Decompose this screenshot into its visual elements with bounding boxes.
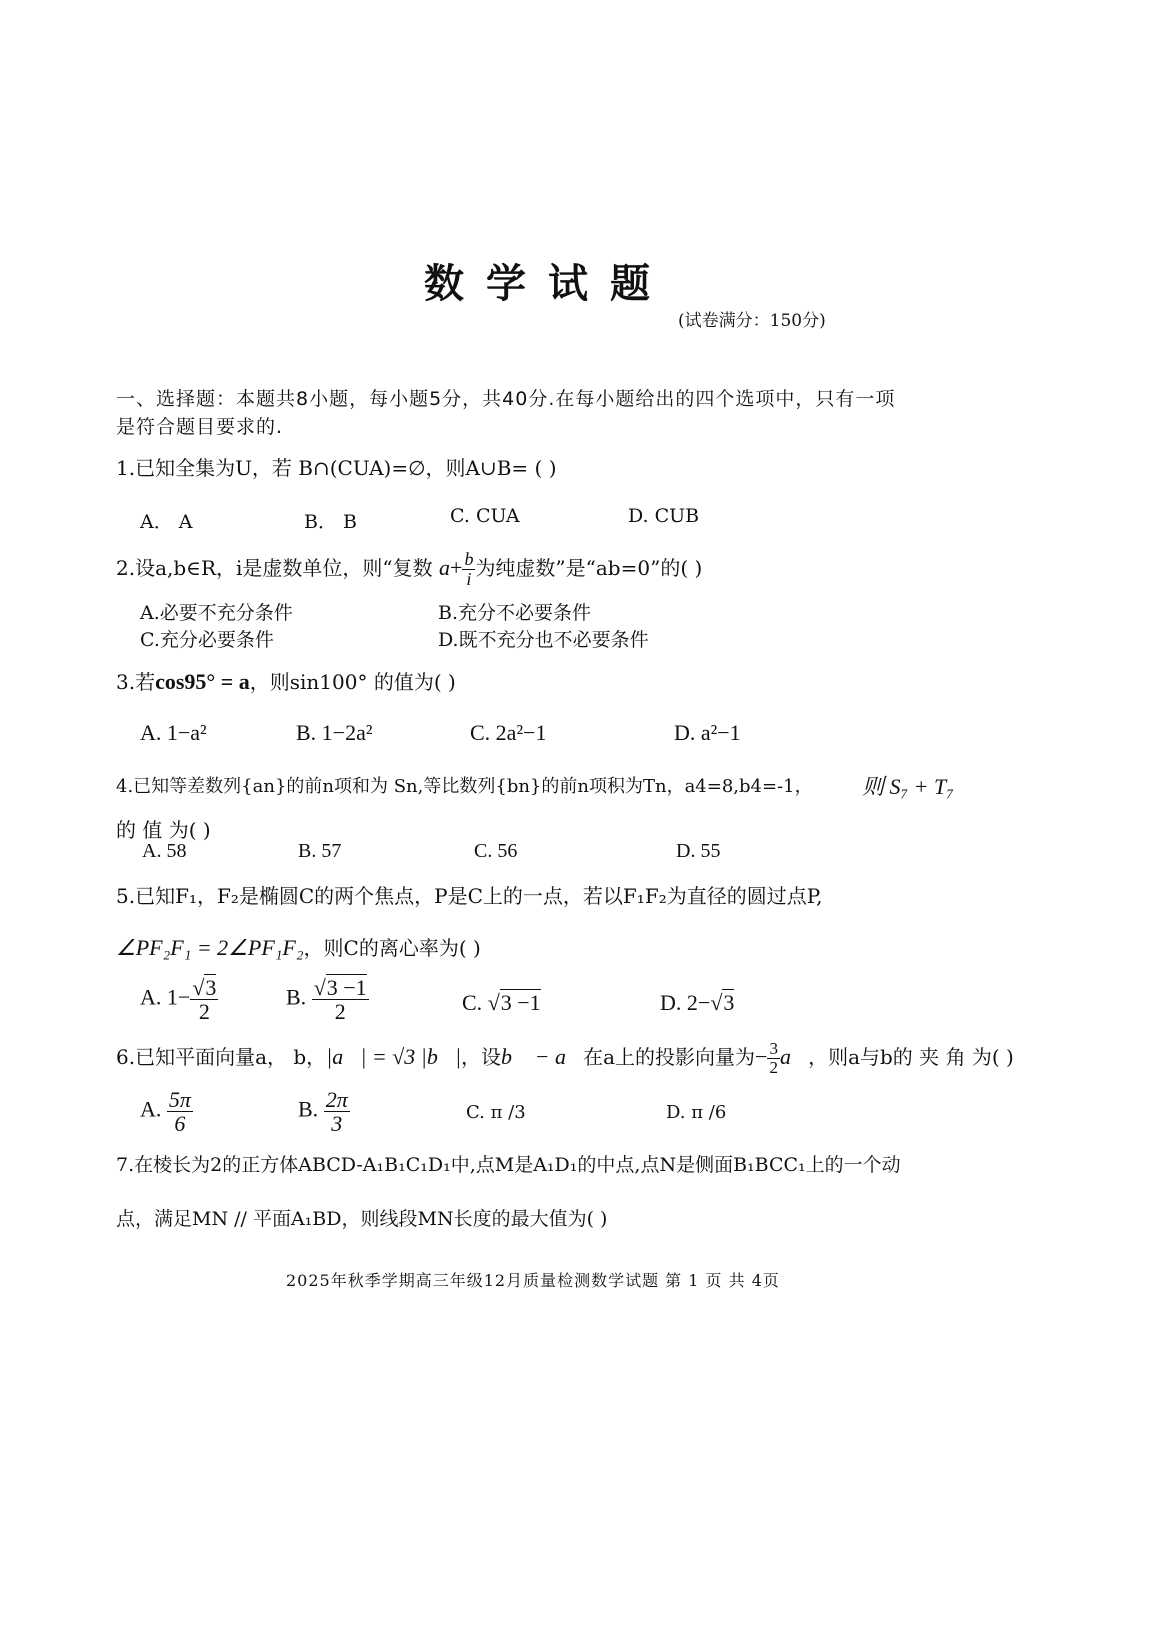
question-6-stem-prefix: 6.已知平面向量a， b， (116, 1044, 327, 1069)
question-5-angle-math: ∠PF₂F₁ = 2∠PF₁F₂ (116, 935, 304, 960)
question-2-option-b: B.充分不必要条件 (438, 602, 592, 624)
question-1-option-b: B． B (304, 511, 357, 533)
question-5-option-a-num: 3 (205, 975, 217, 1000)
question-6-proj-vector: a⃗ (779, 1043, 809, 1069)
question-2-fraction (462, 550, 475, 589)
question-5-option-b-fraction: $\frac{√3 -1}{2}$ (313, 975, 367, 1025)
question-7-stem-line2: 点，满足MN // 平面A₁BD，则线段MN长度的最大值为( ) (116, 1208, 608, 1230)
question-3-stem-prefix: 3.若 (116, 670, 156, 694)
question-2-stem (116, 550, 702, 589)
page-footer: 2025年秋季学期高三年级12月质量检测数学试题 第 1 页 共 4页 (286, 1271, 780, 1290)
question-3-option-b: B. 1−2a² (296, 720, 373, 745)
question-3-option-c: C. 2a²−1 (470, 720, 547, 745)
question-5-option-d-value: 3 (723, 990, 735, 1015)
question-5-option-b-label: B. (286, 984, 307, 1010)
question-6-option-a-num: 5π (168, 1087, 191, 1112)
question-4-option-a: A. 58 (142, 840, 187, 862)
question-5-option-b (286, 976, 369, 1023)
question-5-stem-line2 (116, 932, 481, 961)
question-5-option-b-den: 2 (334, 999, 346, 1025)
question-1-option-c: C. CUA (450, 505, 520, 527)
question-6-option-a-label: A. (140, 1096, 162, 1122)
question-2-stem-prefix: 2.设a,b∈R，i是虚数单位，则“复数 (116, 555, 433, 580)
question-5-option-a-prefix: 1− (166, 984, 191, 1010)
question-6-stem-mid: ，设 (461, 1044, 502, 1069)
question-6-condition: |a⃗| = √3 |b⃗| (326, 1043, 462, 1069)
question-6-option-b (298, 1088, 350, 1135)
question-1-option-a: A． A (140, 511, 193, 533)
question-1-stem: 1.已知全集为U，若 B∩(CUA)=∅，则A∪B= ( ) (116, 456, 557, 480)
question-6-option-a-den: 6 (174, 1111, 186, 1137)
question-5-option-c-value: 3 −1 (500, 990, 541, 1015)
question-5-option-a-fraction: $\frac{√3}{2}$ (192, 975, 217, 1025)
question-3-option-d: D. a²−1 (674, 720, 741, 745)
full-score-note: (试卷满分：150分) (678, 311, 826, 331)
question-4-stem-line1: 4.已知等差数列{an}的前n项和为 Sn,等比数列{bn}的前n项积为Tn，a4=8,b4=-1， (116, 776, 813, 797)
question-4-stem-line2: 的 值 为( ) (116, 818, 211, 842)
question-5-stem-suffix: ，则C的离心率为( ) (303, 936, 481, 960)
question-2-frac-num: b (464, 549, 474, 569)
question-5-option-c-label: C. (462, 990, 483, 1015)
question-6-option-a-fraction (167, 1088, 193, 1135)
question-2-stem-suffix: 为纯虚数”是“ab=0”的( ) (475, 555, 703, 580)
question-6-option-a (140, 1088, 193, 1135)
question-6-stem (116, 1040, 1014, 1077)
question-5-option-d: D. 2−√3 (660, 990, 735, 1015)
question-2-option-c: C.充分必要条件 (140, 629, 274, 651)
question-5-option-a (140, 976, 218, 1023)
question-6-vector: b⃗ − a⃗ (501, 1043, 584, 1069)
question-6-proj-fraction (767, 1040, 780, 1077)
question-2-math-plus: + (450, 554, 463, 580)
question-4-option-d: D. 55 (676, 840, 721, 862)
question-6-option-b-fraction (324, 1088, 350, 1135)
question-7-stem-line1: 7.在棱长为2的正方体ABCD-A₁B₁C₁D₁中,点M是A₁D₁的中点,点N是侧面B₁BCC₁上的一个动 (116, 1154, 901, 1176)
question-4-option-b: B. 57 (298, 840, 342, 862)
question-2-option-a: A.必要不充分条件 (140, 602, 293, 624)
question-6-option-c: C. π /3 (466, 1102, 526, 1123)
question-6-option-b-label: B. (298, 1096, 319, 1122)
question-5-option-c: C. √3 −1 (462, 990, 541, 1015)
question-6-proj-num: 3 (769, 1039, 778, 1058)
question-3-stem-suffix: ，则sin100° 的值为( ) (249, 670, 456, 694)
question-5-option-d-prefix: 2− (686, 990, 711, 1015)
question-6-option-b-den: 3 (331, 1111, 343, 1137)
question-6-option-d: D. π /6 (666, 1102, 727, 1123)
question-6-proj-den: 2 (769, 1057, 778, 1077)
question-5-option-a-den: 2 (198, 999, 210, 1025)
question-5-option-a-label: A. (140, 984, 162, 1010)
question-5-option-b-num: 3 −1 (326, 975, 367, 1000)
question-5-option-d-label: D. (660, 990, 682, 1015)
question-3-option-a: A. 1−a² (140, 720, 207, 745)
section-heading-line2: 是符合题目要求的. (116, 416, 284, 438)
question-6-proj-sign: − (755, 1043, 768, 1069)
question-4-option-c: C. 56 (474, 840, 518, 862)
question-6-stem-suffix: ，则a与b的 夹 角 为( ) (808, 1044, 1014, 1069)
question-6-option-b-num: 2π (325, 1087, 348, 1112)
page-title: 数学试题 (424, 261, 672, 307)
question-2-frac-den: i (466, 568, 472, 589)
question-6-stem-mid2: 在a上的投影向量为 (583, 1044, 756, 1069)
question-2-option-d: D.既不充分也不必要条件 (438, 629, 649, 651)
question-4-stem-right: 则 S₇ + T₇ (862, 774, 954, 799)
section-heading-line1: 一、选择题：本题共8小题，每小题5分，共40分.在每小题给出的四个选项中，只有一项 (116, 388, 896, 410)
question-5-stem-line1: 5.已知F₁，F₂是椭圆C的两个焦点，P是C上的一点，若以F₁F₂为直径的圆过点P, (116, 884, 823, 908)
question-3-math: cos95° = a (155, 669, 250, 694)
question-1-option-d: D. CUB (628, 505, 700, 527)
question-2-math-a: a (439, 554, 451, 580)
question-3-stem (116, 666, 456, 695)
